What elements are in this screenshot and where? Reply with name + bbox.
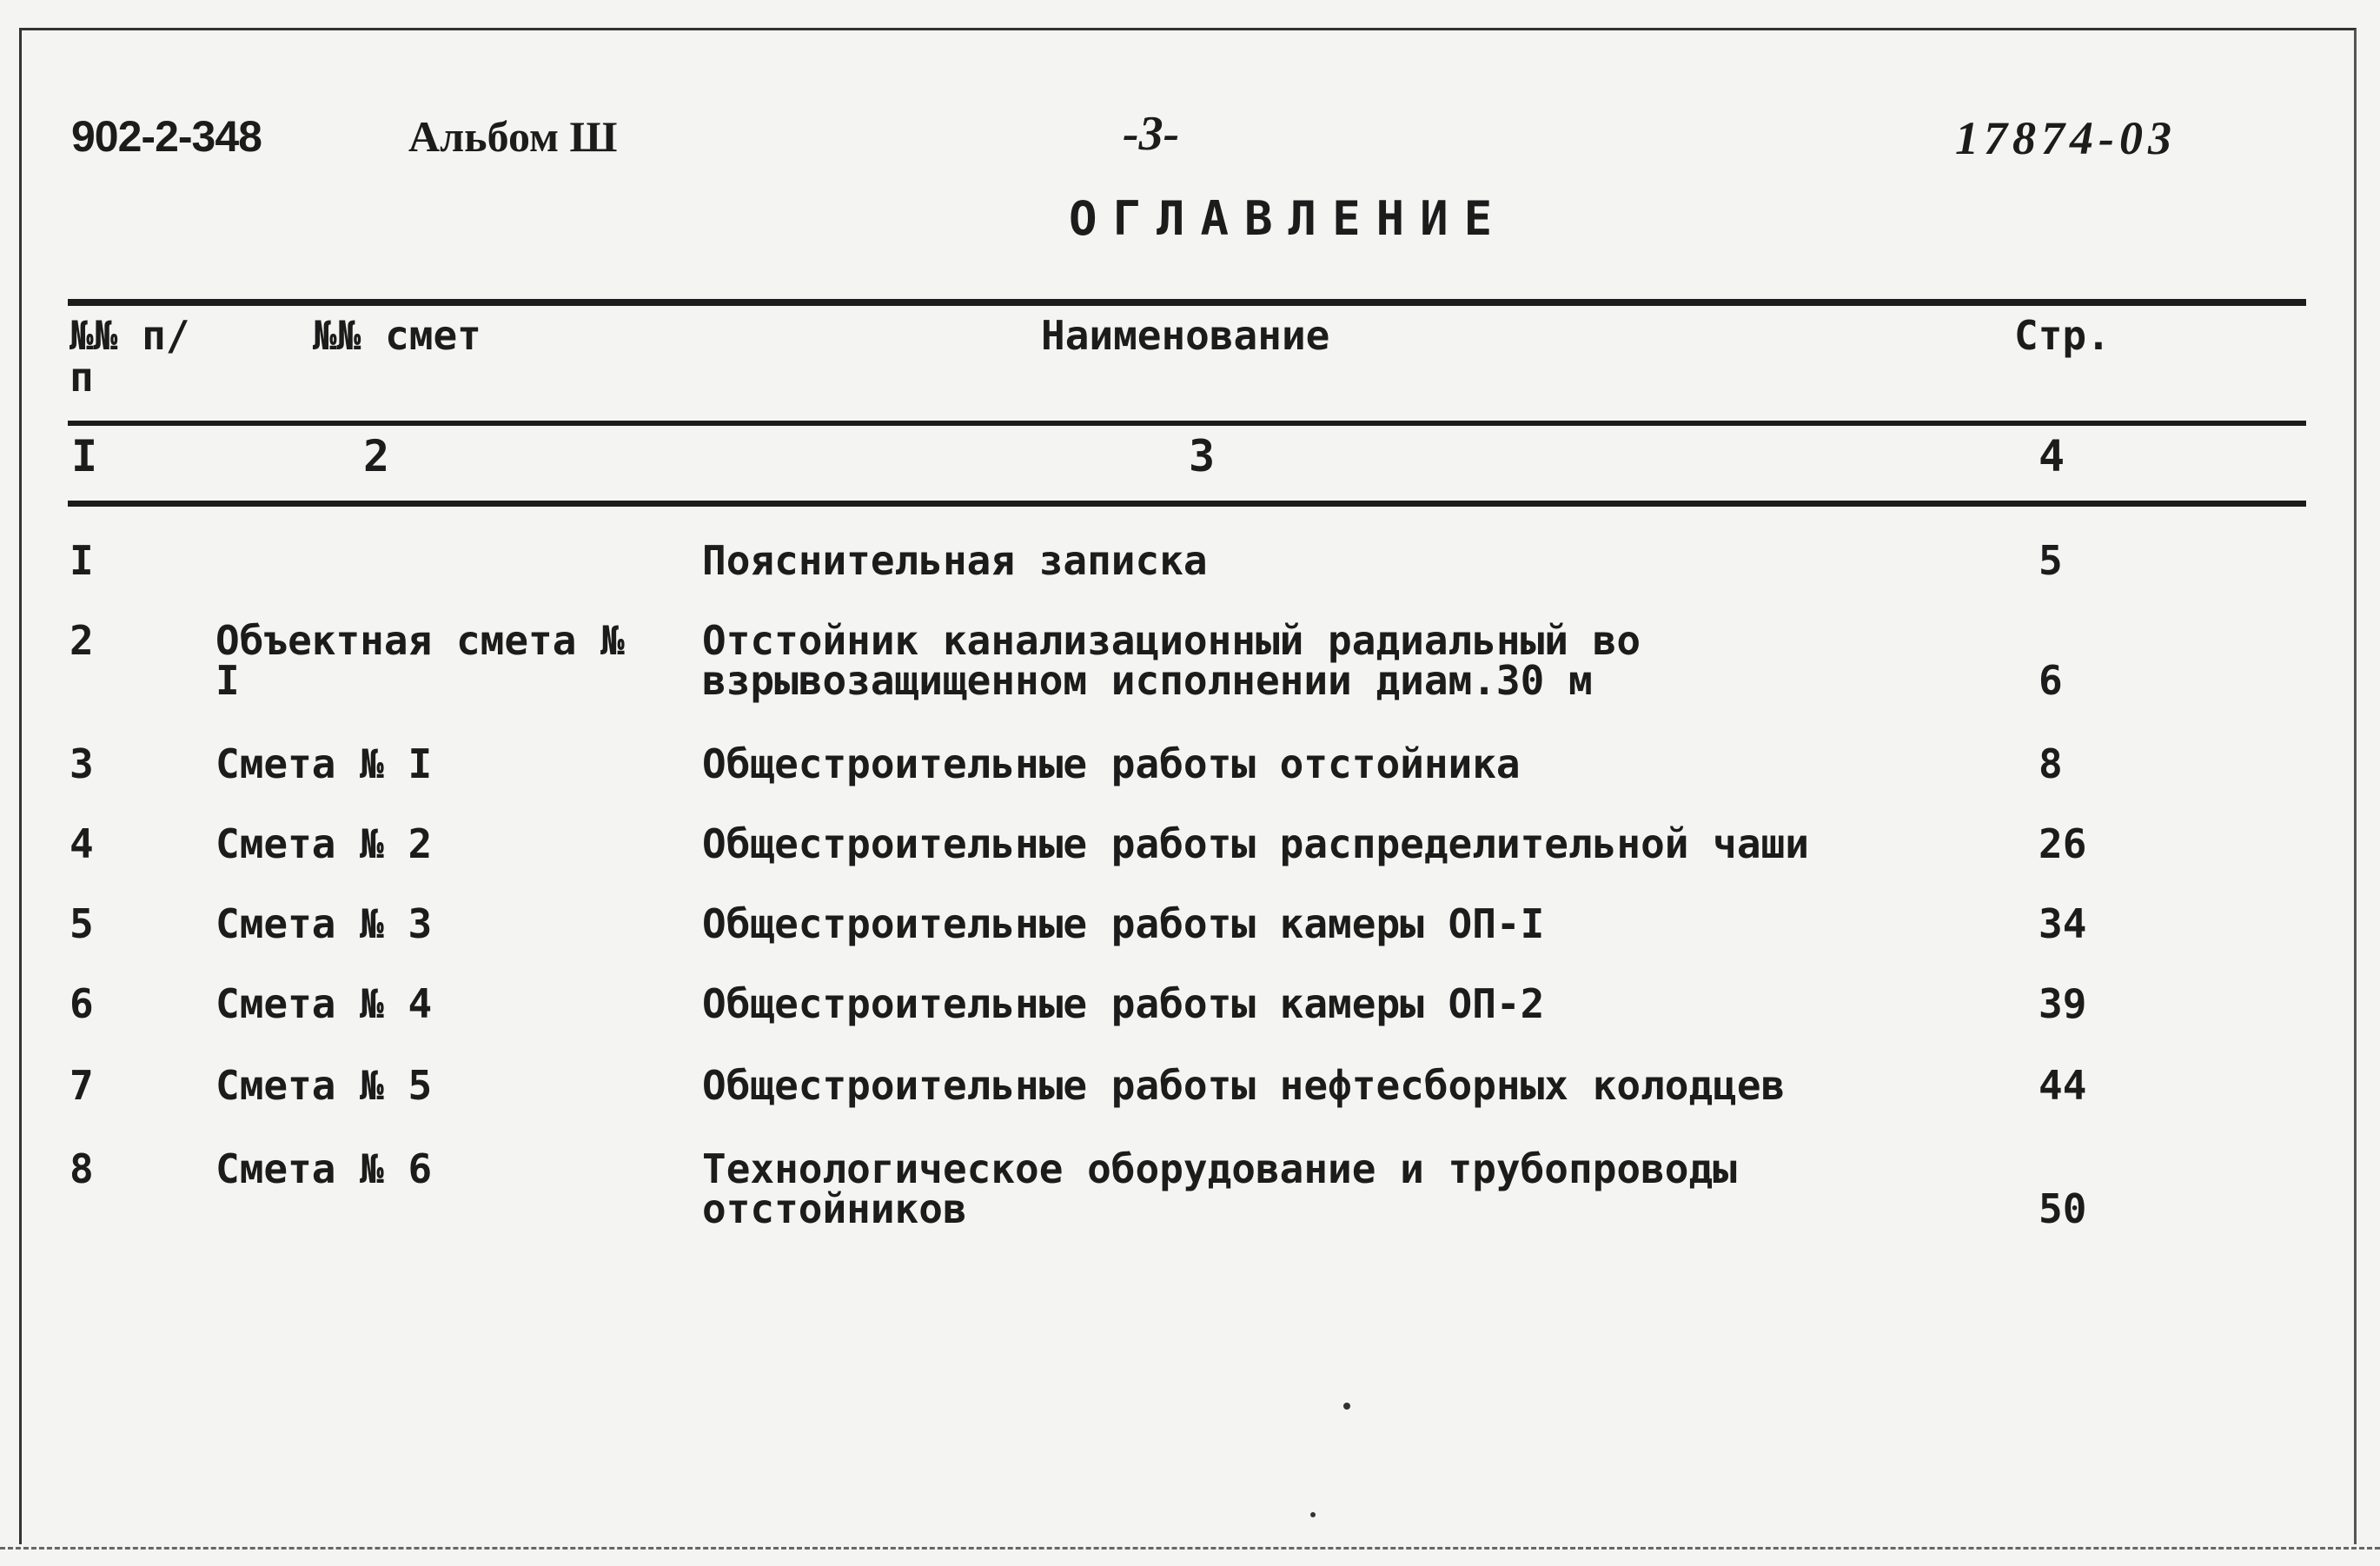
column-number-1: I [71,431,98,481]
row-estimate: Смета № 6 [215,1145,433,1192]
row-page: 34 [2039,900,2087,947]
row-name: Общестроительные работы распределительной чаши [702,820,1809,867]
bottom-border [0,1547,2380,1549]
row-number: 8 [70,1145,94,1192]
row-estimate: Смета № 3 [215,900,433,947]
album-label: Альбом Ш [408,112,618,161]
row-number: 6 [70,980,94,1027]
header-number: №№ п/п [70,312,190,401]
table-top-rule [68,299,2306,306]
row-number: I [70,537,94,584]
row-name: Пояснительная записка [702,537,1208,584]
row-page: 5 [2039,537,2063,584]
row-page: 44 [2039,1062,2087,1109]
row-number: 5 [70,900,94,947]
row-page: 50 [2039,1185,2087,1232]
column-number-3: 3 [1189,431,1216,481]
row-number: 3 [70,740,94,787]
row-name: Общестроительные работы камеры ОП-2 [702,980,1545,1027]
header-estimate: №№ смет [313,312,481,359]
column-number-2: 2 [363,431,390,481]
row-name: Общестроительные работы камеры ОП-I [702,900,1545,947]
page-title: ОГЛАВЛЕНИЕ [1069,191,1508,246]
document-number: 17874-03 [1955,112,2177,164]
column-numbers-rule [68,501,2306,507]
row-number: 2 [70,617,94,664]
page-marker: -3- [1123,107,1180,161]
ink-speck [1310,1512,1316,1517]
ink-speck [1343,1403,1350,1410]
column-number-4: 4 [2039,431,2065,481]
row-name: Отстойник канализационный радиальный во взрывозащищенном исполнении диам.30 м [702,617,1641,704]
header-name: Наименование [1041,312,1330,359]
header-bottom-rule [68,421,2306,426]
row-page: 26 [2039,820,2087,867]
row-page: 8 [2039,740,2063,787]
row-estimate: Смета № 4 [215,980,433,1027]
row-name: Общестроительные работы отстойника [702,740,1521,787]
row-name: Общестроительные работы нефтесборных колодцев [702,1062,1786,1109]
row-number: 7 [70,1062,94,1109]
row-estimate: Смета № I [215,740,433,787]
row-estimate: Смета № 5 [215,1062,433,1109]
row-number: 4 [70,820,94,867]
row-name: Технологическое оборудование и трубопроводы отстойников [702,1145,1737,1232]
row-estimate: Объектная смета № I [215,617,625,704]
document-code: 902-2-348 [71,112,262,161]
row-estimate: Смета № 2 [215,820,433,867]
header-page: Стр. [2014,312,2111,359]
row-page: 6 [2039,657,2063,704]
row-page: 39 [2039,980,2087,1027]
